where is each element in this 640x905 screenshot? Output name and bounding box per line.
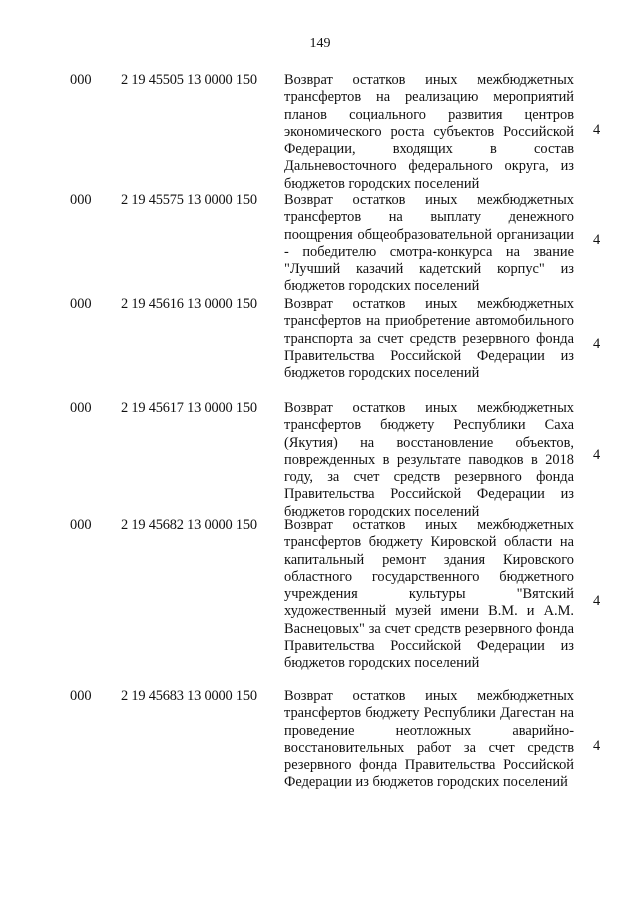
admin-code: 000 <box>70 400 92 416</box>
admin-code: 000 <box>70 517 92 533</box>
admin-code: 000 <box>70 72 92 88</box>
row-value: 4 <box>593 447 601 463</box>
budget-classification-code: 2 19 45683 13 0000 150 <box>121 688 257 704</box>
row-description: Возврат остатков иных межбюджетных трансфертов на реализацию мероприятий планов социального развития центров экономического роста субъектов Российской Федерации, входящих в состав Дальневосточного федерального округа, из бюджетов городских поселений <box>284 72 574 192</box>
row-description: Возврат остатков иных межбюджетных трансфертов бюджету Республики Дагестан на проведение неотложных аварийно-восстановительных работ за счет средств резервного фонда Правительства Российской Федерации из бюджетов городских поселений <box>284 688 574 791</box>
row-description: Возврат остатков иных межбюджетных трансфертов бюджету Кировской области на капитальный ремонт здания Кировского областного государственного бюджетного учреждения культуры "Вятский художественный музей имени В.М. и А.М. Васнецовых" за счет средств резервного фонда Правительства Российской Федерации из бюджетов городских поселений <box>284 517 574 672</box>
budget-classification-code: 2 19 45575 13 0000 150 <box>121 192 257 208</box>
row-value: 4 <box>593 122 601 138</box>
row-value: 4 <box>593 232 601 248</box>
budget-classification-code: 2 19 45616 13 0000 150 <box>121 296 257 312</box>
budget-classification-code: 2 19 45682 13 0000 150 <box>121 517 257 533</box>
budget-classification-code: 2 19 45505 13 0000 150 <box>121 72 257 88</box>
row-value: 4 <box>593 593 601 609</box>
row-value: 4 <box>593 738 601 754</box>
page-number: 149 <box>309 36 331 51</box>
admin-code: 000 <box>70 296 92 312</box>
budget-classification-code: 2 19 45617 13 0000 150 <box>121 400 257 416</box>
row-description: Возврат остатков иных межбюджетных трансфертов бюджету Республики Саха (Якутия) на восстановление объектов, поврежденных в результате паводков в 2018 году, за счет средств резервного фонда Правительства Российской Федерации из бюджетов городских поселений <box>284 400 574 520</box>
row-description: Возврат остатков иных межбюджетных трансфертов на приобретение автомобильного транспорта за счет средств резервного фонда Правительства Российской Федерации из бюджетов городских поселений <box>284 296 574 382</box>
admin-code: 000 <box>70 192 92 208</box>
row-value: 4 <box>593 336 601 352</box>
row-description: Возврат остатков иных межбюджетных трансфертов на выплату денежного поощрения общеобразовательной организации - победителю смотра-конкурса на звание "Лучший казачий кадетский корпус" из бюджетов городских поселений <box>284 192 574 295</box>
admin-code: 000 <box>70 688 92 704</box>
